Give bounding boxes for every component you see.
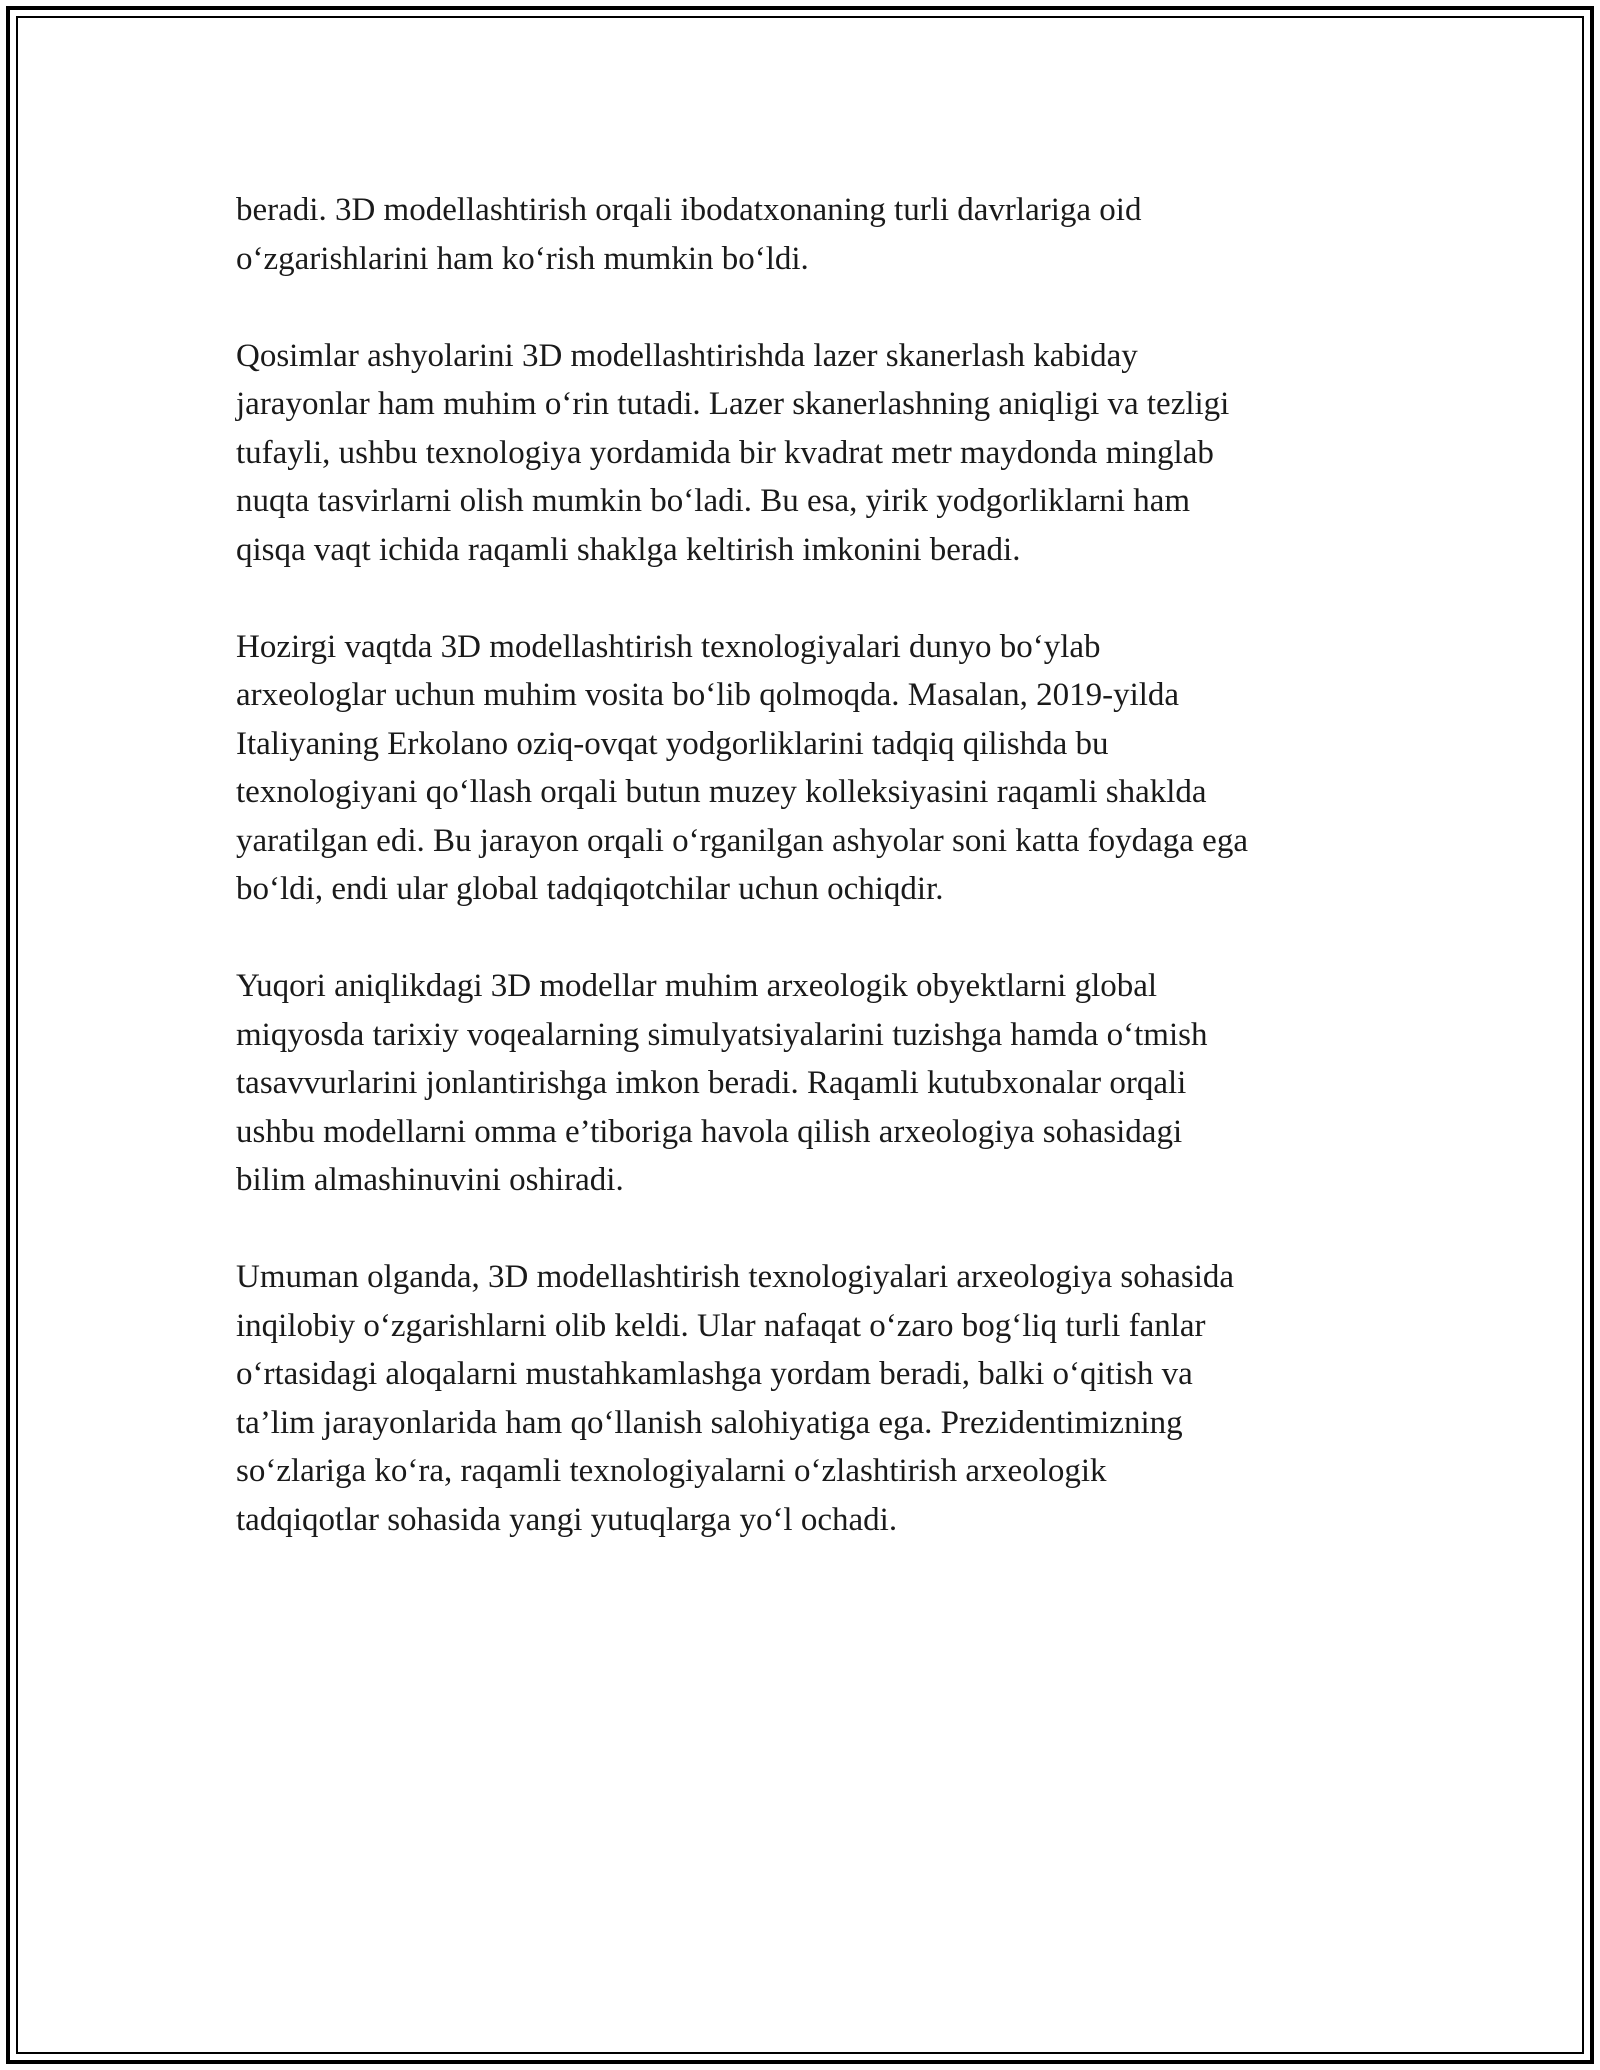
paragraph-1	[236, 186, 1376, 283]
text-line: inqilobiy o‘zgarishlarni olib keldi. Ular nafaqat o‘zaro bog‘liq turli fanlar	[236, 1307, 1206, 1344]
text-line: so‘zlariga ko‘ra, raqamli texnologiyalarni o‘zlashtirish arxeologik	[236, 1453, 1107, 1489]
text-line: Umuman olganda, 3D modellashtirish texnologiyalari arxeologiya sohasida	[236, 1259, 1235, 1295]
text-line: bilim almashinuvini oshiradi.	[236, 1162, 624, 1198]
document-body	[236, 186, 1376, 1593]
text-line: o‘zgarishlarini ham ko‘rish mumkin bo‘ldi.	[236, 240, 809, 277]
paragraph-2	[236, 332, 1376, 575]
text-line: beradi. 3D modellashtirish orqali ibodatxonaning turli davrlariga oid	[236, 192, 1142, 228]
text-line: Italiyaning Erkolano oziq-ovqat yodgorliklarini tadqiq qilishda bu	[236, 725, 1109, 762]
text-line: miqyosda tarixiy voqealarning simulyatsiyalarini tuzishga hamda o‘tmish	[236, 1016, 1208, 1053]
paragraph-3	[236, 623, 1376, 914]
paragraph-4	[236, 962, 1376, 1205]
text-line: tasavvurlarini jonlantirishga imkon beradi. Raqamli kutubxonalar orqali	[236, 1065, 1187, 1101]
text-line: ushbu modellarni omma e’tiboriga havola qilish arxeologiya sohasidagi	[236, 1113, 1183, 1150]
text-line: tufayli, ushbu texnologiya yordamida bir kvadrat metr maydonda minglab	[236, 434, 1214, 471]
text-line: jarayonlar ham muhim o‘rin tutadi. Lazer skanerlashning aniqligi va tezligi	[236, 386, 1230, 422]
text-line: nuqta tasvirlarni olish mumkin bo‘ladi. Bu esa, yirik yodgorliklarni ham	[236, 483, 1191, 519]
text-line: o‘rtasidagi aloqalarni mustahkamlashga yordam beradi, balki o‘qitish va	[236, 1356, 1193, 1392]
text-line: Hozirgi vaqtda 3D modellashtirish texnologiyalari dunyo bo‘ylab	[236, 628, 1101, 665]
text-line: tadqiqotlar sohasida yangi yutuqlarga yo‘l ochadi.	[236, 1501, 898, 1538]
text-line: Yuqori aniqlikdagi 3D modellar muhim arxeologik obyektlarni global	[236, 968, 1158, 1004]
paragraph-5	[236, 1253, 1376, 1544]
text-line: arxeologlar uchun muhim vosita bo‘lib qolmoqda. Masalan, 2019-yilda	[236, 677, 1180, 713]
text-line: qisqa vaqt ichida raqamli shaklga keltirish imkonini beradi.	[236, 531, 1021, 568]
text-line: bo‘ldi, endi ular global tadqiqotchilar uchun ochiqdir.	[236, 871, 944, 907]
text-line: ta’lim jarayonlarida ham qo‘llanish salohiyatiga ega. Prezidentimizning	[236, 1404, 1183, 1441]
text-line: yaratilgan edi. Bu jarayon orqali o‘rganilgan ashyolar soni katta foydaga ega	[236, 822, 1248, 859]
text-line: texnologiyani qo‘llash orqali butun muzey kolleksiyasini raqamli shaklda	[236, 774, 1207, 810]
text-line: Qosimlar ashyolarini 3D modellashtirishda lazer skanerlash kabiday	[236, 337, 1138, 374]
